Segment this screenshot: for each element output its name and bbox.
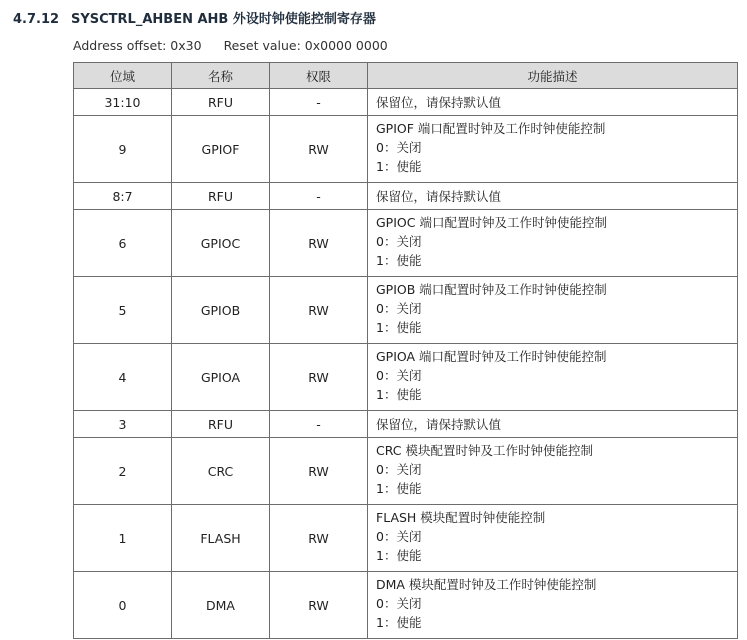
header-bits: 位域 bbox=[74, 63, 172, 89]
description-line: GPIOA 端口配置时钟及工作时钟使能控制 bbox=[376, 349, 607, 364]
cell-access: - bbox=[270, 89, 368, 116]
section-title: SYSCTRL_AHBEN AHB 外设时钟使能控制寄存器 bbox=[71, 12, 376, 27]
description-line: 保留位，请保持默认值 bbox=[376, 416, 502, 432]
cell-access: RW bbox=[270, 505, 368, 572]
cell-name: GPIOA bbox=[172, 344, 270, 411]
description-line: 0：关闭 bbox=[376, 529, 422, 544]
table-row bbox=[74, 277, 738, 344]
cell-name: FLASH bbox=[172, 505, 270, 572]
cell-access: - bbox=[270, 183, 368, 210]
cell-bits: 3 bbox=[74, 411, 172, 438]
description-line: GPIOF 端口配置时钟及工作时钟使能控制 bbox=[376, 121, 606, 136]
cell-bits: 4 bbox=[74, 344, 172, 411]
cell-bits: 6 bbox=[74, 210, 172, 277]
cell-name: GPIOF bbox=[172, 116, 270, 183]
header-name: 名称 bbox=[172, 63, 270, 89]
register-meta bbox=[73, 38, 388, 53]
cell-description bbox=[368, 572, 738, 639]
cell-name: RFU bbox=[172, 411, 270, 438]
description-line: CRC 模块配置时钟及工作时钟使能控制 bbox=[376, 443, 593, 458]
reset-value: Reset value: 0x0000 0000 bbox=[223, 38, 388, 53]
address-offset: Address offset: 0x30 bbox=[73, 38, 202, 53]
cell-description bbox=[368, 438, 738, 505]
table-row bbox=[74, 89, 738, 116]
description-line: 1：使能 bbox=[376, 548, 422, 563]
table-row bbox=[74, 183, 738, 210]
description-line: 1：使能 bbox=[376, 320, 422, 335]
cell-name: RFU bbox=[172, 89, 270, 116]
cell-description bbox=[368, 411, 738, 438]
table-row bbox=[74, 116, 738, 183]
cell-access: - bbox=[270, 411, 368, 438]
cell-bits: 5 bbox=[74, 277, 172, 344]
description-line: 1：使能 bbox=[376, 253, 422, 268]
cell-bits: 31:10 bbox=[74, 89, 172, 116]
description-line: 1：使能 bbox=[376, 615, 422, 630]
table-row bbox=[74, 438, 738, 505]
section-heading bbox=[13, 8, 376, 28]
cell-access: RW bbox=[270, 277, 368, 344]
cell-description bbox=[368, 89, 738, 116]
description-line: 保留位，请保持默认值 bbox=[376, 188, 502, 204]
header-access: 权限 bbox=[270, 63, 368, 89]
description-line: 1：使能 bbox=[376, 481, 422, 496]
header-description: 功能描述 bbox=[368, 63, 738, 89]
description-line: 1：使能 bbox=[376, 387, 422, 402]
cell-name: DMA bbox=[172, 572, 270, 639]
table-row bbox=[74, 505, 738, 572]
description-line: 0：关闭 bbox=[376, 368, 422, 383]
description-line: FLASH 模块配置时钟使能控制 bbox=[376, 510, 546, 525]
cell-description bbox=[368, 344, 738, 411]
cell-name: GPIOC bbox=[172, 210, 270, 277]
table-header-row bbox=[74, 63, 738, 89]
description-line: 0：关闭 bbox=[376, 140, 422, 155]
cell-description bbox=[368, 505, 738, 572]
description-line: 0：关闭 bbox=[376, 234, 422, 249]
description-line: 0：关闭 bbox=[376, 301, 422, 316]
cell-bits: 8:7 bbox=[74, 183, 172, 210]
section-number: 4.7.12 bbox=[13, 12, 60, 27]
register-table bbox=[73, 62, 738, 639]
table-row bbox=[74, 411, 738, 438]
cell-name: CRC bbox=[172, 438, 270, 505]
cell-description bbox=[368, 116, 738, 183]
cell-bits: 2 bbox=[74, 438, 172, 505]
cell-name: RFU bbox=[172, 183, 270, 210]
cell-access: RW bbox=[270, 438, 368, 505]
description-line: DMA 模块配置时钟及工作时钟使能控制 bbox=[376, 577, 597, 592]
table-row bbox=[74, 210, 738, 277]
table-row bbox=[74, 572, 738, 639]
cell-description bbox=[368, 277, 738, 344]
cell-access: RW bbox=[270, 344, 368, 411]
cell-access: RW bbox=[270, 572, 368, 639]
cell-bits: 0 bbox=[74, 572, 172, 639]
description-line: GPIOB 端口配置时钟及工作时钟使能控制 bbox=[376, 282, 607, 297]
description-line: GPIOC 端口配置时钟及工作时钟使能控制 bbox=[376, 215, 607, 230]
cell-bits: 9 bbox=[74, 116, 172, 183]
cell-access: RW bbox=[270, 210, 368, 277]
table-row bbox=[74, 344, 738, 411]
cell-description bbox=[368, 183, 738, 210]
description-line: 0：关闭 bbox=[376, 462, 422, 477]
description-line: 保留位，请保持默认值 bbox=[376, 94, 502, 110]
cell-bits: 1 bbox=[74, 505, 172, 572]
description-line: 0：关闭 bbox=[376, 596, 422, 611]
cell-name: GPIOB bbox=[172, 277, 270, 344]
description-line: 1：使能 bbox=[376, 159, 422, 174]
cell-description bbox=[368, 210, 738, 277]
cell-access: RW bbox=[270, 116, 368, 183]
